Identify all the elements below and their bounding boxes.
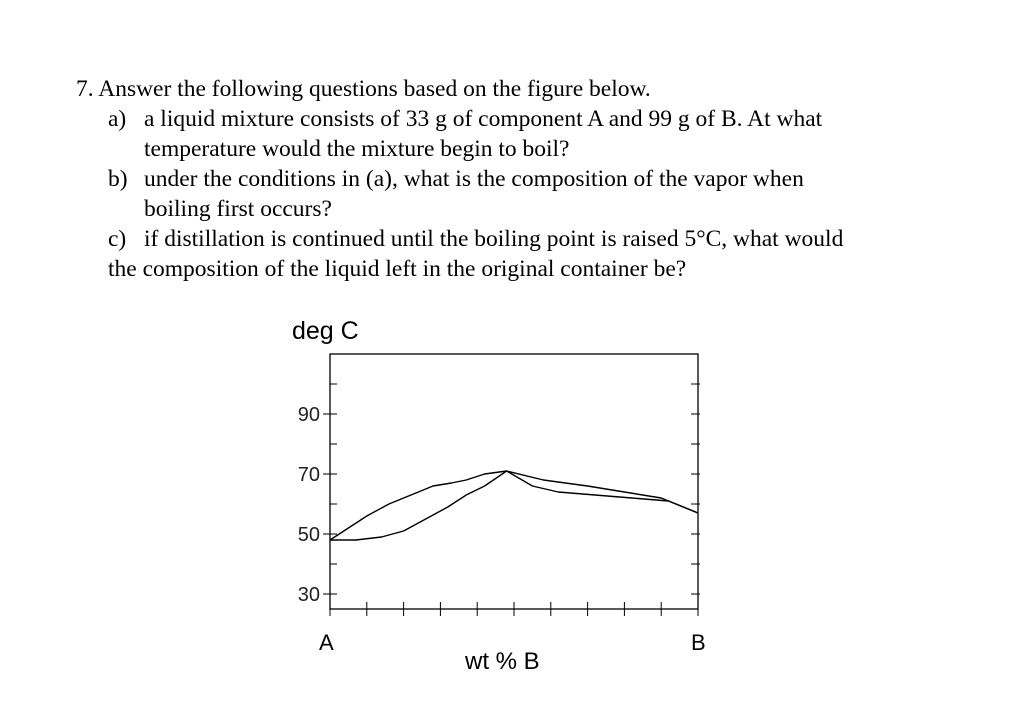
part-a-text-2: temperature would the mixture begin to boil?: [144, 136, 570, 162]
part-a-text-1: a liquid mixture consists of 33 g of component A and 99 g of B. At what: [144, 106, 823, 132]
y-tick-label: 50: [297, 524, 320, 546]
vapor-curve: [330, 471, 698, 540]
series-group: [330, 471, 698, 540]
y-axis-label: deg C: [292, 317, 359, 345]
plot-frame: [330, 354, 698, 609]
y-tick-label: 70: [297, 464, 320, 486]
y-tick-label: 90: [297, 404, 320, 426]
x-axis-label: wt % B: [465, 648, 540, 675]
question-number: 7.: [76, 76, 94, 102]
part-a-label: a): [108, 106, 127, 132]
part-c-text-2: the composition of the liquid left in the original container be?: [108, 256, 687, 282]
y-tick-labels: [298, 404, 320, 606]
part-c-label: c): [108, 226, 127, 252]
part-c-text-1: if distillation is continued until the boiling point is raised 5°C, what would: [144, 226, 844, 252]
question-intro-text: Answer the following questions based on the figure below.: [98, 76, 651, 102]
part-b-text-2: boiling first occurs?: [144, 196, 332, 222]
part-b-text-1: under the conditions in (a), what is the composition of the vapor when: [144, 166, 804, 192]
x-right-label: B: [691, 630, 706, 655]
part-b-label: b): [108, 166, 128, 192]
x-left-label: A: [319, 630, 334, 655]
y-tick-label: 30: [297, 584, 320, 606]
tick-marks: [323, 384, 700, 616]
